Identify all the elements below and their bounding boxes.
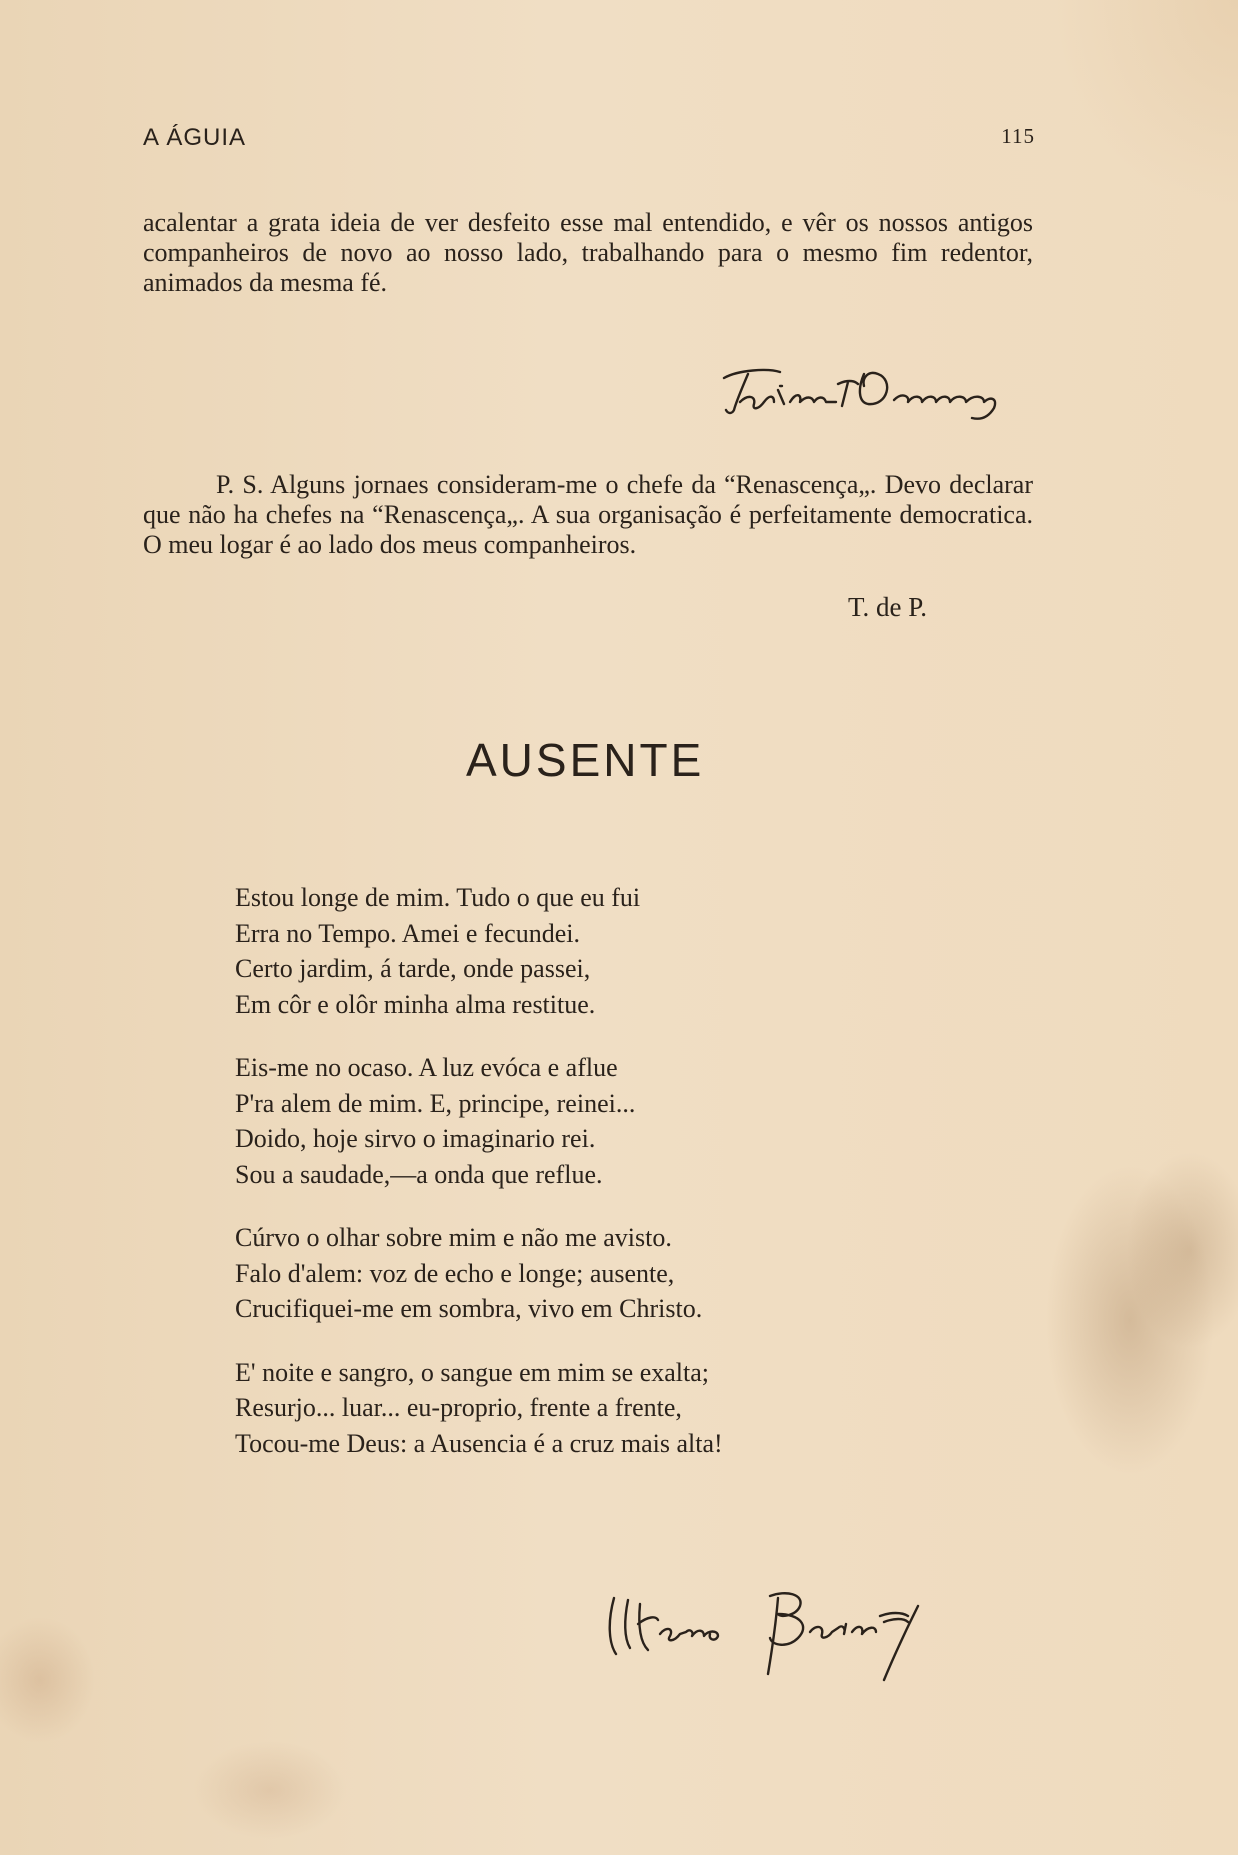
postscript-signoff: T. de P. — [848, 592, 927, 622]
poem — [235, 880, 935, 1489]
verse: Erra no Tempo. Amei e fecundei. — [235, 918, 580, 948]
verse: Eis-me no ocaso. A luz evóca e aflue — [235, 1053, 618, 1082]
verse: Certo jardim, á tarde, onde passei, — [235, 954, 591, 983]
verse: Cúrvo o olhar sobre mim e não me avisto. — [235, 1223, 672, 1252]
stanza — [235, 1050, 935, 1192]
poem-title: AUSENTE — [466, 734, 705, 786]
signature-mario-beirao — [600, 1576, 940, 1686]
verse: Em côr e olôr minha alma restitue. — [235, 989, 596, 1019]
journal-title: A ÁGUIA — [143, 124, 247, 151]
stanza — [235, 1220, 935, 1327]
signature-teixeira-de-pascoaes — [718, 356, 1018, 436]
stanza — [235, 1355, 935, 1462]
body-paragraph: acalentar a grata ideia de ver desfeito esse mal entendido, e vêr os nossos antigos companheiros de novo ao nosso lado, trabalhando para o mesmo fim redentor, animados da mesma fé. — [143, 208, 1033, 297]
verse: Crucifiquei-me em sombra, vivo em Christo. — [235, 1294, 703, 1323]
verse: Falo d'alem: voz de echo e longe; ausente, — [235, 1258, 675, 1288]
verse: P'ra alem de mim. E, principe, reinei... — [235, 1088, 636, 1118]
verse: Doido, hoje sirvo o imaginario rei. — [235, 1124, 596, 1153]
verse: Estou longe de mim. Tudo o que eu fui — [235, 883, 641, 912]
postscript: P. S. Alguns jornaes consideram-me o chefe da “Renascença„. Devo declarar que não ha chefes na “Renascença„. A sua organisação é perfeitamente democratica. O meu logar é ao lado dos meus companheiros. — [143, 470, 1033, 559]
verse: Sou a saudade,—a onda que reflue. — [235, 1159, 603, 1189]
verse: Tocou-me Deus: a Ausencia é a cruz mais alta! — [235, 1428, 723, 1458]
verse: E' noite e sangro, o sangue em mim se exalta; — [235, 1357, 709, 1387]
verse: Resurjo... luar... eu-proprio, frente a frente, — [235, 1393, 682, 1422]
stanza — [235, 880, 935, 1022]
page-number: 115 — [1001, 124, 1035, 148]
